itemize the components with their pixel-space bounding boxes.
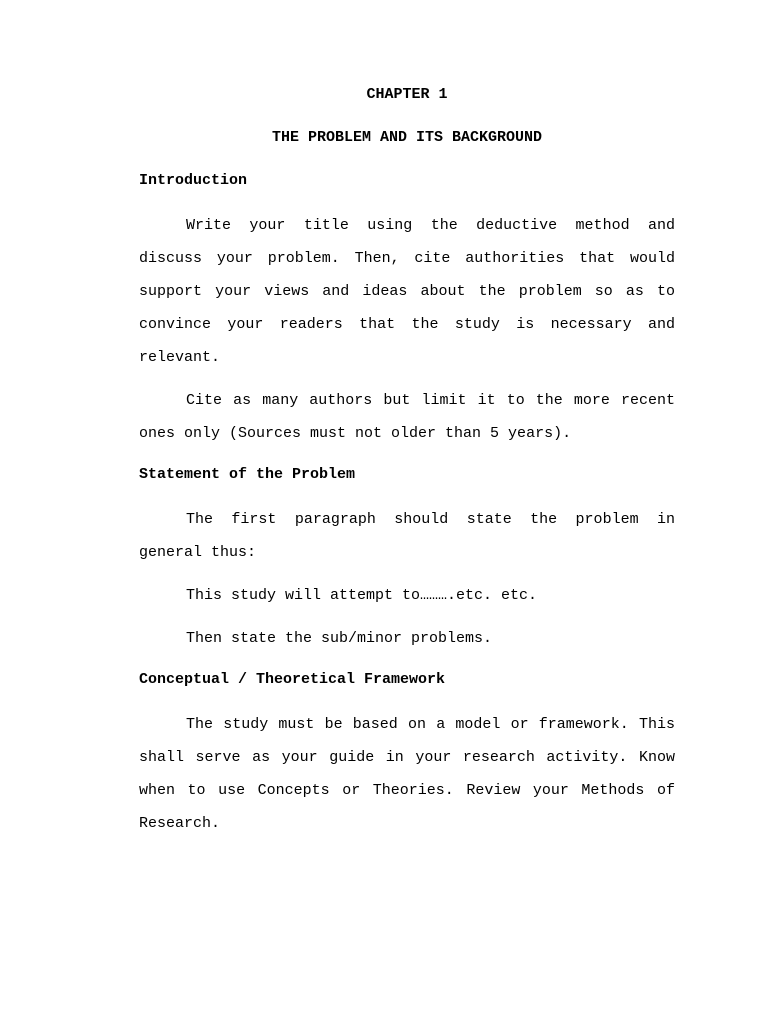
- document-page: [139, 80, 675, 850]
- section-heading: Introduction: [139, 172, 248, 189]
- chapter-label: CHAPTER 1: [366, 86, 448, 103]
- section-statement-of-the-problem: [139, 460, 675, 655]
- paragraph: The study must be based on a model or framework. This shall serve as your guide in your research activity. Know when to use Concepts or Theories. Review your Methods of Research.: [139, 716, 675, 832]
- section-heading: Conceptual / Theoretical Framework: [139, 671, 446, 688]
- section-heading: Statement of the Problem: [139, 466, 356, 483]
- paragraph: Write your title using the deductive method and discuss your problem. Then, cite authorities that would support your views and ideas about the problem so as to convince your readers that the study is necessary and relevant.: [139, 217, 675, 366]
- paragraph: Cite as many authors but limit it to the more recent ones only (Sources must not older than 5 years).: [139, 392, 675, 442]
- paragraph: Then state the sub/minor problems.: [186, 630, 493, 647]
- section-introduction: [139, 166, 675, 450]
- paragraph: This study will attempt to……….etc. etc.: [186, 587, 538, 604]
- section-conceptual-framework: [139, 665, 675, 840]
- paragraph: The first paragraph should state the problem in general thus:: [139, 511, 675, 561]
- chapter-title: THE PROBLEM AND ITS BACKGROUND: [271, 129, 543, 146]
